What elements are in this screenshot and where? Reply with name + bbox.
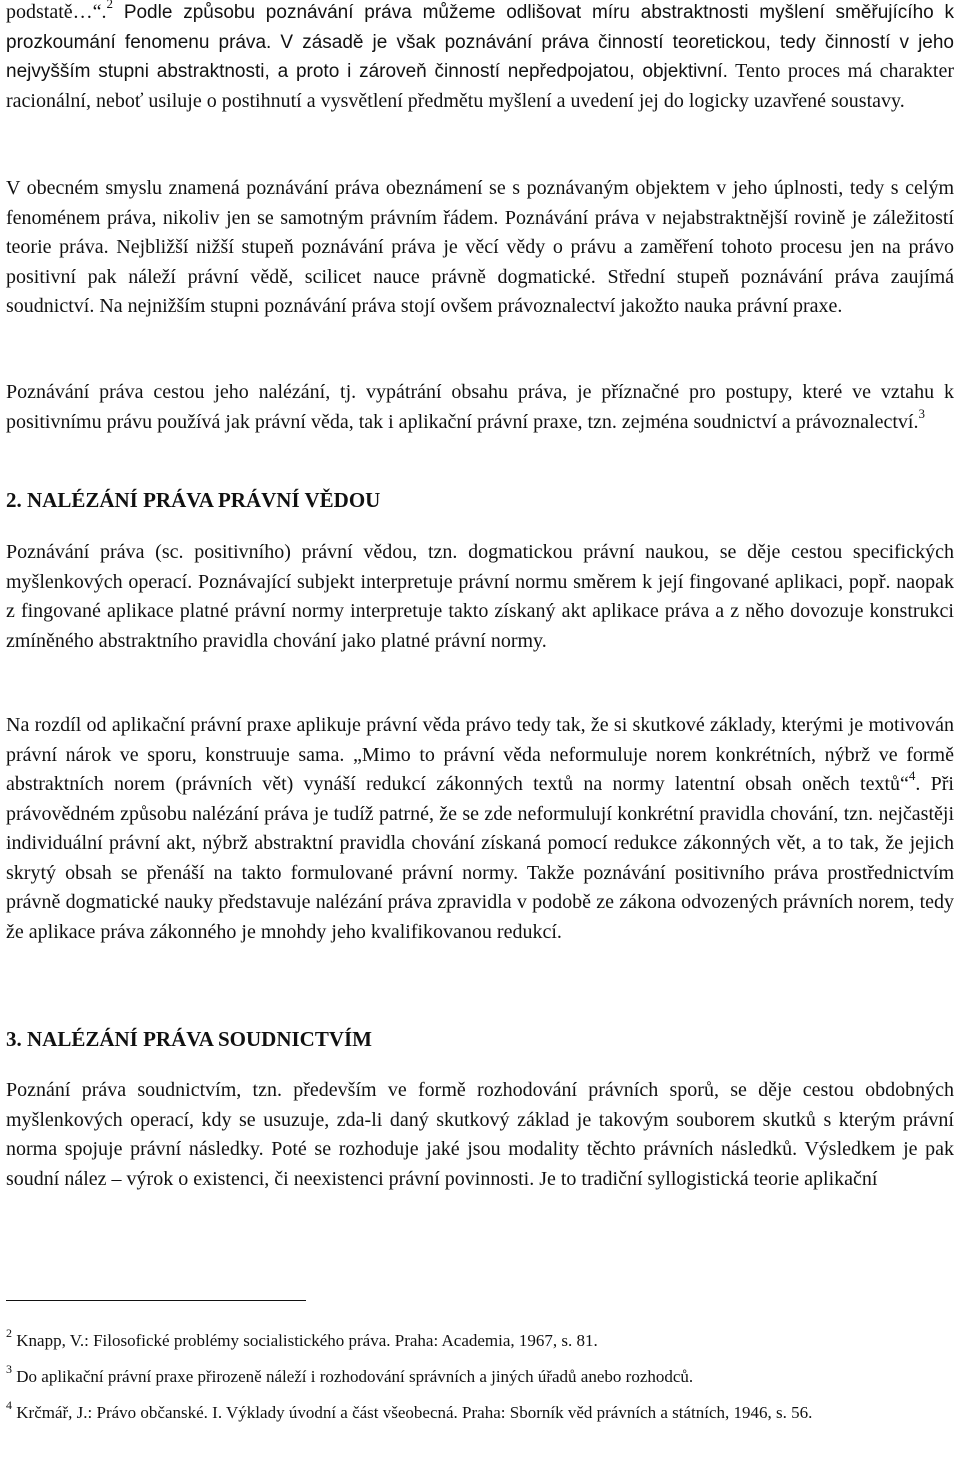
- paragraph-5: [6, 711, 954, 947]
- paragraph-5-text-b: . Při právovědném způsobu nalézání práva je tudíž patrné, že se zde neformulují konkrétní pravidla chování, tzn. nejčastěji individuální právní akt, nýbrž abstraktní pravidla chování získaná pomocí redukce zákonných vět, a to tak, že jejich skrytý obsah se přenáší na takto formulované právní normy. Takže poznávání positivního práva prostřednictvím právně dogmatické nauky představuje nalézání práva zpravidla v podobě ze zákona odvozených právních norem, tedy že aplikace práva zákonného je mnohdy jeho kvalifikovanou redukcí.: [6, 773, 954, 943]
- footnote-number: 4: [6, 1398, 12, 1413]
- paragraph-2: V obecném smyslu znamená poznávání práva obeznámení se s poznávaným objektem v jeho úplnosti, tedy s celým fenoménem práva, nikoliv jen se samotným právním řádem. Poznávání práva v nejabstraktnější rovině je záležitostí teorie práva. Nejbližší nižší stupeň poznávání práva je věcí vědy o právu a zaměření tohoto procesu jen na právo positivní pak náleží právní vědě, scilicet nauce právně dogmatické. Střední stupeň poznávání práva zaujímá soudnictví. Na nejnižším stupni poznávání práva stojí ovšem právoznalectví jakožto nauka právní praxe.: [6, 177, 954, 317]
- paragraph-3: [6, 378, 954, 437]
- paragraph-3-text: Poznávání práva cestou jeho nalézání, tj. vypátrání obsahu práva, je příznačné pro postupy, které ve vztahu k positivnímu právu používá jak právní věda, tak i aplikační právní praxe, tzn. zejména soudnictví a právoznalectví.: [6, 381, 954, 433]
- footnote-ref-4: 4: [908, 768, 916, 784]
- footnote-text: Knapp, V.: Filosofické problémy socialistického práva. Praha: Academia, 1967, s. 81.: [12, 1331, 598, 1350]
- footnote-3: [6, 1364, 954, 1390]
- footnote-text: Do aplikační právní praxe přirozeně náleží i rozhodování správních a jiných úřadů anebo rozhodců.: [12, 1367, 694, 1386]
- paragraph-4: Poznávání práva (sc. positivního) právní vědou, tzn. dogmatickou právní naukou, se děje cestou specifických myšlenkových operací. Poznávající subjekt interpretuje právní normu směrem k její fingované aplikaci, popř. naopak z fingované aplikace platné právní normy interpretuje takto získaný akt aplikace práva a z něho dovozuje konstrukci zmíněného abstraktního pravidla chování jako platné právní normy.: [6, 541, 954, 652]
- footnote-2: [6, 1328, 954, 1354]
- footnote-ref-3: 3: [918, 405, 925, 421]
- paragraph-1-end: Tento proces má charakter racionální, neboť usiluje o postihnutí a vysvětlení předmětu myšlení a uvedení jej do logicky uzavřené soustavy.: [6, 60, 954, 112]
- footnote-number: 2: [6, 1326, 12, 1341]
- section-heading-3: 3. NALÉZÁNÍ PRÁVA SOUDNICTVÍM: [6, 1027, 372, 1051]
- footnote-4: [6, 1400, 954, 1426]
- paragraph-1: [6, 0, 954, 116]
- paragraph-6: Poznání práva soudnictvím, tzn. především ve formě rozhodování právních sporů, se děje cestou obdobných myšlenkových operací, kdy se usuzuje, zda-li daný skutkový základ je takovým souborem skutků s kterým právní norma spojuje právní následky. Poté se rozhoduje jaké jsou modality těchto právních následků. Výsledkem je pak soudní nález – výrok o existenci, či neexistenci právní povinnosti. Je to tradiční syllogistická teorie aplikační: [6, 1079, 954, 1190]
- section-heading-2: 2. NALÉZÁNÍ PRÁVA PRÁVNÍ VĚDOU: [6, 488, 381, 512]
- paragraph-5-text-a: Na rozdíl od aplikační právní praxe aplikuje právní věda právo tedy tak, že si skutkové základy, kterými je motivován právní nárok ve sporu, konstruuje sama. „Mimo to právní věda neformuluje norem konkrétních, nýbrž ve formě abstraktních norem (právních vět) vynáší redukcí zákonných textů na normy latentní obsah oněch textů“: [6, 714, 954, 795]
- footnote-ref-2: 2: [106, 0, 114, 12]
- paragraph-1-start: podstatě…“.: [6, 1, 107, 23]
- footnote-separator: [6, 1300, 306, 1301]
- footnote-text: Krčmář, J.: Právo občanské. I. Výklady úvodní a část všeobecná. Praha: Sborník věd právních a státních, 1946, s. 56.: [12, 1403, 813, 1422]
- paragraph-1-sans-text: Podle způsobu poznávání práva můžeme odlišovat míru abstraktnosti myšlení směřujícího k prozkoumání fenomenu práva. V zásadě je však poznávání práva činností teoretickou, tedy činností v jeho nejvyšším stupni abstraktnosti, a proto i zároveň činností nepředpojatou, objektivní.: [6, 2, 954, 82]
- footnote-number: 3: [6, 1362, 12, 1377]
